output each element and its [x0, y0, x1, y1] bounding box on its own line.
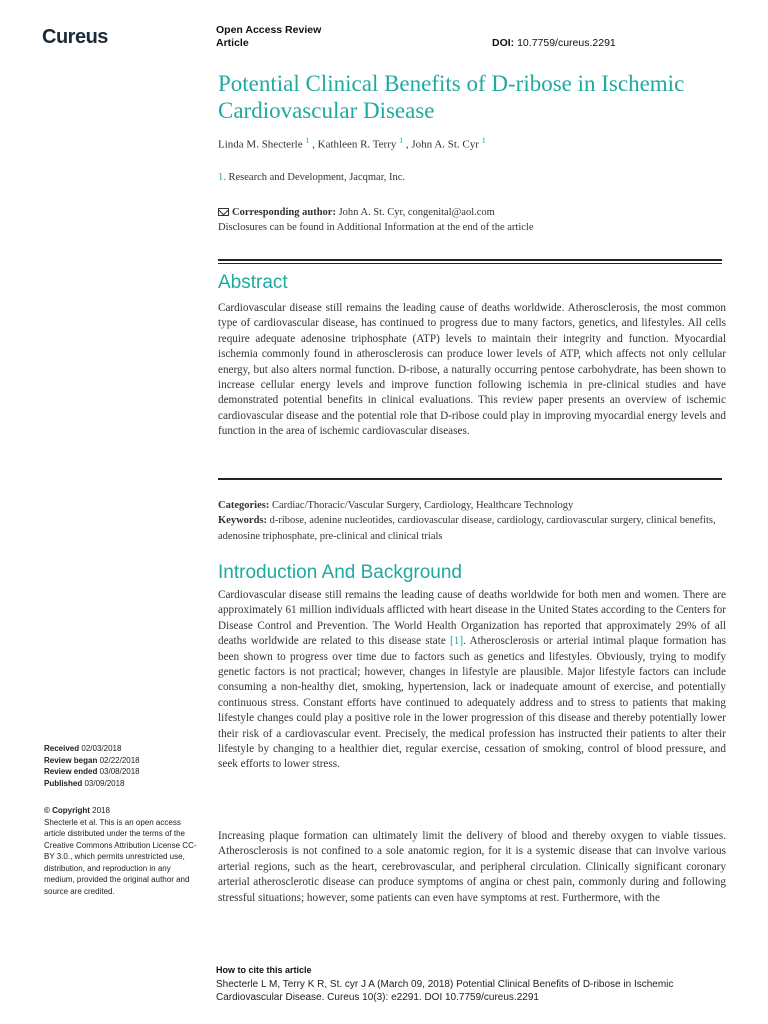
categories-keywords [218, 498, 726, 544]
reference-link[interactable]: [1] [450, 635, 464, 648]
author-name[interactable]: Linda M. Shecterle [218, 138, 303, 151]
review-dates [44, 743, 204, 789]
review-began-date: 02/22/2018 [99, 755, 140, 765]
author-affiliation-marker[interactable]: 1 [399, 136, 404, 145]
review-ended-label: Review ended [44, 767, 98, 776]
article-type [216, 24, 321, 50]
received-label: Received [44, 744, 80, 753]
envelope-icon [218, 208, 229, 216]
keywords-value: d-ribose, adenine nucleotides, cardiovascular disease, cardiology, cardiovascular surgery, clinical benefits, adenosine triphosphate, pre-clinical and clinical trials [218, 515, 716, 542]
abstract-text: Cardiovascular disease still remains the leading cause of deaths worldwide. Atherosclerosis, the most common type of cardiovascular disease, has continued to progress due to many factors, genetics, and lifestyles. All cells require adequate adenosine triphosphate (ATP) levels to maintain their integrity and function. Myocardial ischemia commonly found in atherosclerosis can produce lower levels of ATP, which affects not only cellular energy, but also alters normal function. D-ribose, a naturally occurring pentose carbohydrate, has been shown to increase cellular energy levels and improve function following ischemia in pre-clinical studies and have demonstrated potential benefits in clinical evaluations. This review paper presents an overview of ischemic cardiovascular disease and the potential role that D-ribose could play in improving myocardial energy levels and function in the area of ischemic cardiovascular diseases. [218, 302, 726, 438]
received-date: 02/03/2018 [81, 744, 122, 753]
author-list [218, 136, 486, 151]
published-label: Published [44, 778, 83, 788]
license-text: Shecterle et al. This is an open access article distributed under the terms of the Creative Commons Attribution License CC-BY 3.0., which permits unrestricted use, distribution, and reproduction in any medium, provided the original author and source are credited. [44, 817, 197, 896]
review-began-label: Review began [44, 755, 98, 765]
keywords-label: Keywords: [218, 515, 267, 527]
journal-logo: Cureus [42, 26, 108, 48]
section-divider [218, 263, 722, 264]
corresponding-value[interactable]: John A. St. Cyr, congenital@aol.com [338, 207, 495, 218]
section-divider [218, 259, 722, 261]
introduction-paragraph-1 [218, 588, 726, 773]
introduction-paragraph-2: Increasing plaque formation can ultimately limit the delivery of blood and thereby oxygen to viable tissues. Atherosclerosis is not confined to a sole anatomic region, for it is a systemic disease that can involve various arterial regions, such as the heart, cerebrovascular, and peripheral circulation. Clinically significant coronary arterial atherosclerotic disease can produce symptoms of angina or chest pain, commonly during and following stressful situations; however, some patients can even have symptoms at rest. Furthermore, with the [218, 830, 726, 904]
copyright-block [44, 805, 202, 897]
author-separator: , [309, 138, 318, 151]
affiliation-text: Research and Development, Jacqmar, Inc. [228, 172, 406, 183]
doi [492, 37, 616, 49]
keywords [218, 513, 726, 544]
article-type-line2: Article [216, 37, 249, 49]
affiliation [218, 172, 405, 183]
review-ended-date: 03/08/2018 [99, 767, 140, 776]
author-affiliation-marker[interactable]: 1 [305, 136, 310, 145]
citation-text: Shecterle L M, Terry K R, St. cyr J A (March 09, 2018) Potential Clinical Benefits of D-ribose in Ischemic Cardiovascular Disease. Cureus 10(3): e2291. DOI 10.7759/cureus.2291 [216, 979, 674, 1003]
corresponding-author-block [218, 205, 534, 235]
article-type-line1: Open Access Review [216, 24, 322, 36]
article-title: Potential Clinical Benefits of D-ribose in Ischemic Cardiovascular Disease [218, 71, 685, 123]
categories-label: Categories: [218, 500, 270, 511]
disclosures-note: Disclosures can be found in Additional Information at the end of the article [218, 222, 534, 233]
section-divider [218, 478, 722, 480]
published-date: 03/09/2018 [84, 778, 125, 788]
paragraph-text: . Atherosclerosis or arterial intimal plaque formation has been shown to progress over time due to factors such as genetics and lifestyles. Obviously, trying to modify genetic factors is not practical; however, changes in lifestyle are plausible. Major lifestyle factors can include consuming a non-healthy diet, smoking, hypertension, lack or inadequate amount of exercise, and potentially continuous stress. Constant efforts have continued to adequately address and to stress to patients that making lifestyle changes could play a positive role in the lower progression of this disease and thereby potentially lower their risk of a cardiovascular event. Precisely, the medical profession has instructed their patients to alter their lifestyle by changing to a healthier diet, regular exercise, cessation of smoking, control of blood pressure, and seek efforts to lower stress. [218, 635, 726, 771]
affiliation-number: 1. [218, 172, 226, 183]
author-affiliation-marker[interactable]: 1 [481, 136, 486, 145]
author-separator: , [403, 138, 412, 151]
copyright-year: 2018 [92, 806, 110, 815]
author-name[interactable]: Kathleen R. Terry [317, 138, 397, 151]
corresponding-label: Corresponding author: [232, 207, 336, 218]
abstract-heading: Abstract [218, 272, 288, 293]
categories-value: Cardiac/Thoracic/Vascular Surgery, Cardiology, Healthcare Technology [271, 500, 574, 511]
doi-link[interactable]: 10.7759/cureus.2291 [517, 37, 616, 49]
introduction-heading: Introduction And Background [218, 562, 463, 583]
author-name[interactable]: John A. St. Cyr [411, 138, 479, 151]
copyright-label: © Copyright [44, 806, 90, 815]
paragraph-text: Cardiovascular disease still remains the leading cause of deaths worldwide for both men and women. There are approximately 61 million individuals afflicted with heart disease in the United States according to the Centers for Disease Control and Prevention. The World Health Organization has reported that approximately 29% of all deaths worldwide are related to this disease state [218, 589, 726, 648]
doi-label: DOI: [492, 37, 515, 49]
citation-heading: How to cite this article [216, 965, 312, 975]
categories [218, 498, 726, 513]
